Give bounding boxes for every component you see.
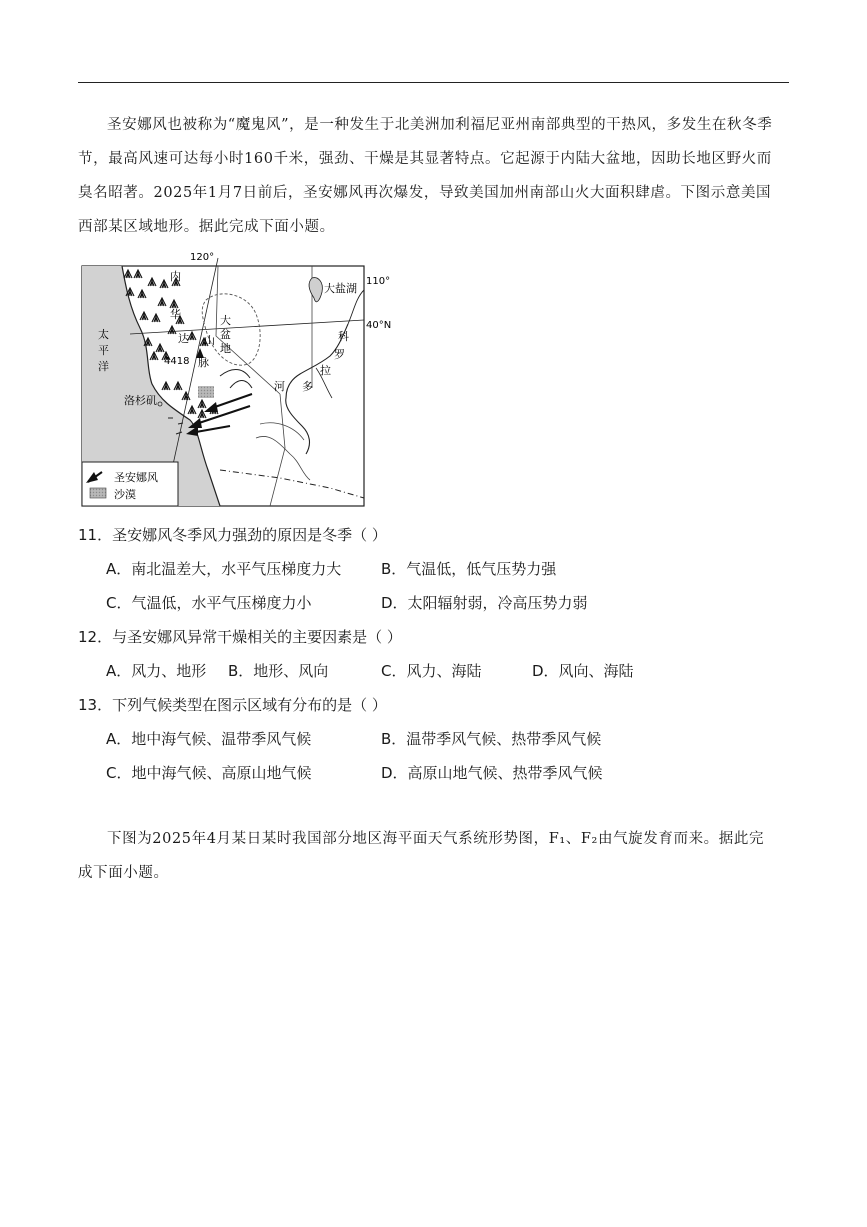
river-label-char: 多: [302, 380, 313, 393]
question-12-option-b[interactable]: B．地形、风向: [228, 662, 329, 680]
river-label-char: 罗: [334, 348, 345, 361]
ocean-label-char: 平: [98, 344, 109, 357]
terrain-map: [80, 248, 392, 510]
terrain-map-svg: [80, 248, 392, 510]
question-13-option-b[interactable]: B．温带季风气候、热带季风气候: [381, 730, 602, 748]
intro-paragraph: [78, 108, 789, 244]
outro-line: 下图为2025年4月某日某时我国部分地区海平面天气系统形势图，F₁、F₂由气旋发育而来。据此完: [107, 831, 765, 847]
question-11-option-b[interactable]: B．气温低，低气压势力强: [381, 560, 557, 578]
ocean-label-char: 太: [98, 328, 109, 341]
question-12-option-a[interactable]: A．风力、地形: [106, 662, 207, 680]
river-label-char: 拉: [320, 364, 331, 377]
question-12-option-c[interactable]: C．风力、海陆: [381, 662, 482, 680]
question-13-option-c[interactable]: C．地中海气候、高原山地气候: [106, 764, 312, 782]
lon-110-label: 110°: [366, 276, 391, 287]
question-13-option-d[interactable]: D．高原山地气候、热带季风气候: [381, 764, 603, 782]
header-rule: [78, 82, 789, 83]
question-11-stem: 11．圣安娜风冬季风力强劲的原因是冬季（ ）: [78, 526, 387, 544]
outro-line: 成下面小题。: [78, 865, 169, 881]
outro-paragraph: [78, 822, 789, 890]
question-11-option-d[interactable]: D．太阳辐射弱，冷高压势力弱: [381, 594, 588, 612]
river-label-char: 科: [338, 330, 349, 343]
intro-line: 节，最高风速可达每小时160千米，强劲、干燥是其显著特点。它起源于内陆大盆地，因助长地区野火而: [78, 151, 772, 167]
question-13-stem: 13．下列气候类型在图示区域有分布的是（ ）: [78, 696, 387, 714]
lake-label: 大盐湖: [324, 282, 357, 295]
lat-40n-label: 40°N: [366, 320, 392, 331]
range-label-char: 华: [170, 308, 181, 321]
question-12-option-d[interactable]: D．风向、海陆: [532, 662, 634, 680]
basin-label-char: 盆: [220, 328, 231, 341]
question-11-option-a[interactable]: A．南北温差大，水平气压梯度力大: [106, 560, 342, 578]
range-label-char: 脉: [198, 356, 209, 369]
intro-line: 圣安娜风也被称为“魔鬼风”，是一种发生于北美洲加利福尼亚州南部典型的干热风，多发生在秋冬季: [107, 117, 773, 133]
river-label-char: 河: [274, 380, 285, 393]
range-label-char: 山: [204, 334, 215, 347]
ocean-label-char: 洋: [98, 360, 109, 373]
question-12-stem: 12．与圣安娜风异常干燥相关的主要因素是（ ）: [78, 628, 402, 646]
desert-area: [198, 386, 214, 398]
legend-wind-label: 圣安娜风: [114, 471, 158, 484]
lon-120-label: 120°: [190, 252, 215, 263]
intro-line: 臭名昭著。2025年1月7日前后，圣安娜风再次爆发，导致美国加州南部山火大面积肆虐。下图示意美国: [78, 185, 772, 201]
question-13-option-a[interactable]: A．地中海气候、温带季风气候: [106, 730, 312, 748]
intro-line: 西部某区域地形。据此完成下面小题。: [78, 219, 335, 235]
peak-label: 4418: [164, 356, 190, 367]
basin-label-char: 大: [220, 314, 231, 327]
question-11-option-c[interactable]: C．气温低，水平气压梯度力小: [106, 594, 312, 612]
range-label-char: 内: [170, 270, 181, 283]
legend-desert-label: 沙漠: [114, 488, 136, 501]
range-label-char: 达: [178, 332, 189, 345]
city-label: 洛杉矶: [124, 394, 157, 407]
basin-label-char: 地: [220, 342, 231, 355]
